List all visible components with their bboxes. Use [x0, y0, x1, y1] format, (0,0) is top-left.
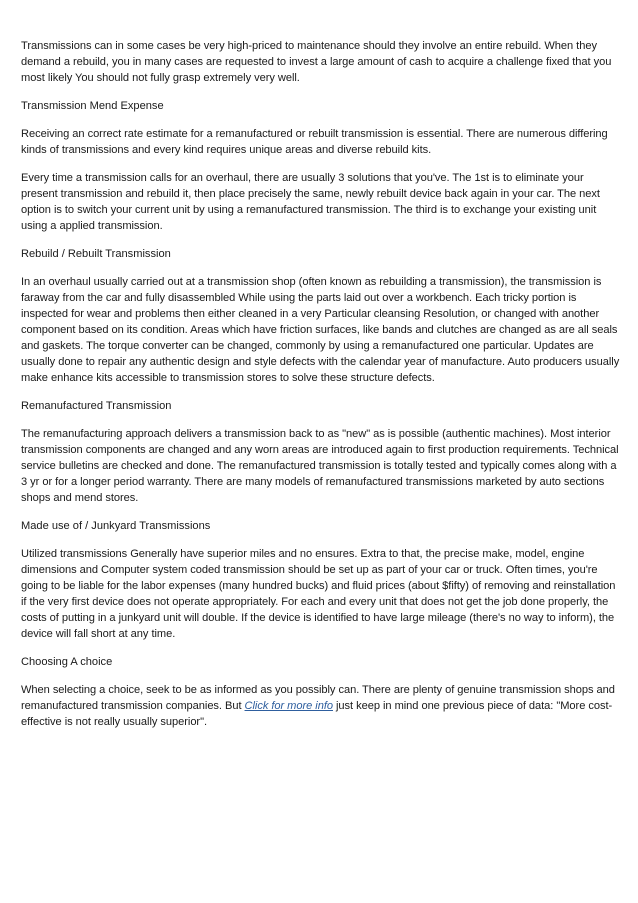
- section-heading-remanufactured: Remanufactured Transmission: [21, 400, 172, 412]
- section-heading-choosing: Choosing A choice: [21, 656, 113, 668]
- choosing-paragraph: [21, 682, 621, 730]
- remanufactured-paragraph: The remanufacturing approach delivers a transmission back to as "new" as is possible (authentic machines). Most interior transmission components are changed and any worn areas are introduced again to first production requirements. Technical service bulletins are checked and done. The remanufactured transmission is totally tested and typically comes along with a 3 yr or for a longer period warranty. There are many models of remanufactured transmissions marketed by auto sections shops and mend stores.: [21, 428, 619, 504]
- section-heading-repair-cost: Transmission Mend Expense: [21, 100, 164, 112]
- repair-cost-paragraph: Receiving an correct rate estimate for a remanufactured or rebuilt transmission is essential. There are numerous differing kinds of transmissions and every kind requires unique areas and diverse rebuild kits.: [21, 128, 608, 156]
- intro-paragraph: Transmissions can in some cases be very high-priced to maintenance should they involve an entire rebuild. When they demand a rebuild, you in many cases are requested to invest a large amount of cash to acquire a challenge fixed that you most likely You should not fully grasp extremely very well.: [21, 40, 612, 84]
- section-heading-rebuilt: Rebuild / Rebuilt Transmission: [21, 248, 171, 260]
- section-heading-junkyard: Made use of / Junkyard Transmissions: [21, 520, 211, 532]
- more-info-link[interactable]: Click for more info: [244, 700, 333, 712]
- rebuilt-paragraph: In an overhaul usually carried out at a transmission shop (often known as rebuilding a transmission), the transmission is faraway from the car and fully disassembled While using the parts laid out over a workbench. Each tricky portion is inspected for wear and problems then either cleaned in a very Particular cleansing Resolution, or changed with another component based on its condition. Areas which have friction surfaces, like bands and clutches are changed as are all seals and gaskets. The torque converter can be changed, commonly by using a remanufactured one particular. Updates are usually done to repair any authentic design and style defects with the calendar year of manufacture. Auto producers usually make enhance kits accessible to transmission stores to solve these structure defects.: [21, 276, 620, 384]
- choosing-text-after: just keep in mind one previous piece of data: "More cost-effective is not really usually superior".: [21, 700, 613, 728]
- document-page: [21, 38, 621, 742]
- junkyard-paragraph: Utilized transmissions Generally have superior miles and no ensures. Extra to that, the precise make, model, engine dimensions and Computer system coded transmission should be set up as part of your car or truck. Often times, you're going to be liable for the labor expenses (many hundred bucks) and fluid prices (about $fifty) of removing and reinstallation if the very first device does not operate appropriately. For each and every unit that does not get the job done properly, the costs of putting in a junkyard unit will double. If the device is identified to have large mileage (there's no way to inform), the device will fall short at any time.: [21, 548, 616, 640]
- overhaul-options-paragraph: Every time a transmission calls for an overhaul, there are usually 3 solutions that you've. The 1st is to eliminate your present transmission and rebuild it, then place precisely the same, newly rebuilt device back again in your car. The next option is to switch your current unit by using a remanufactured transmission. The third is to exchange your existing unit using a applied transmission.: [21, 172, 600, 232]
- choosing-text-before: When selecting a choice, seek to be as informed as you possibly can. There are plenty of genuine transmission shops and remanufactured transmission companies. But: [21, 684, 615, 712]
